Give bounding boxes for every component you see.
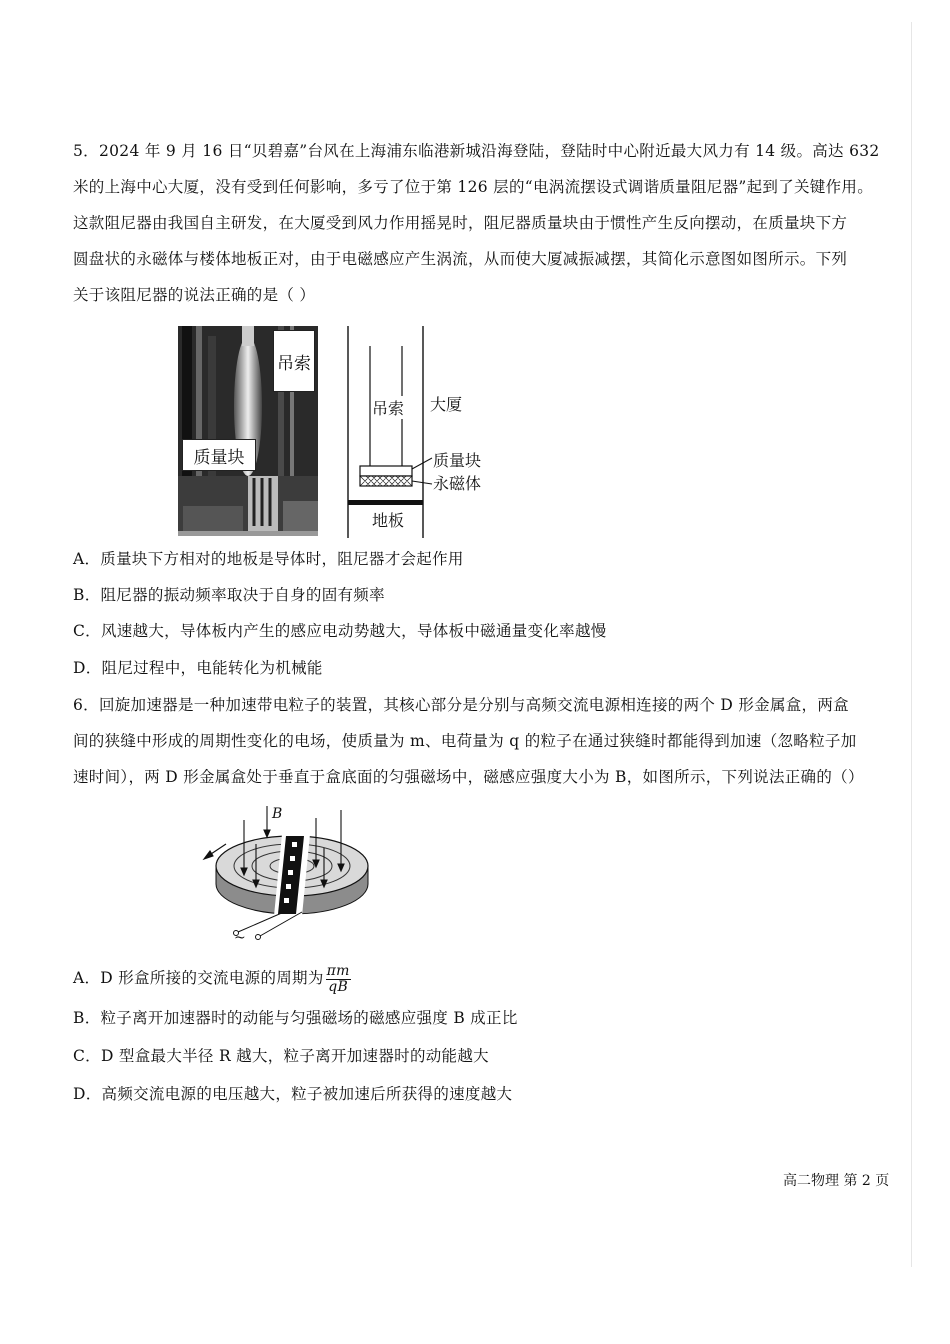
period-fraction-numerator: πm [326,962,350,979]
schematic-label-cable: 吊索 [372,396,404,419]
q6-option-c: C．D 型盒最大半径 R 越大，粒子离开加速器时的动能越大 [73,1047,489,1065]
q5-option-c: C．风速越大，导体板内产生的感应电动势越大，导体板中磁通量变化率越慢 [73,622,607,640]
cyclotron-label-field: B [272,806,283,822]
q5-option-a: A．质量块下方相对的地板是导体时，阻尼器才会起作用 [73,550,464,568]
period-fraction-denominator: qB [328,978,349,995]
q6-line-1: 6．回旋加速器是一种加速带电粒子的装置，其核心部分是分别与高频交流电源相连接的两个 D 形金属盒，两盒 [73,696,849,714]
damper-schematic-drawing [340,326,500,538]
cyclotron-drawing [198,804,378,946]
photo-label-cable: 吊索 [273,330,315,392]
q6-option-a-text: A．D 形盒所接的交流电源的周期为 [73,969,324,987]
q5-option-d: D．阻尼过程中，电能转化为机械能 [73,659,323,677]
period-fraction [326,964,351,995]
cyclotron-label-ac: ~ [234,930,246,946]
schematic-label-mass: 质量块 [433,451,482,470]
q5-line-3: 这款阻尼器由我国自主研发，在大厦受到风力作用摇晃时，阻尼器质量块由于惯性产生反向摆动，在质量块下方 [73,214,848,232]
q5-option-b: B．阻尼器的振动频率取决于自身的固有频率 [73,586,385,604]
damper-photo [178,326,318,536]
q6-option-a [73,958,351,998]
q5-line-4: 圆盘状的永磁体与楼体地板正对，由于电磁感应产生涡流，从而使大厦减振减摆，其简化示意图如图所示。下列 [73,250,848,268]
schematic-label-magnet: 永磁体 [433,474,482,493]
q5-line-1: 5．2024 年 9 月 16 日“贝碧嘉”台风在上海浦东临港新城沿海登陆，登陆时中心附近最大风力有 14 级。高达 632 [73,142,880,160]
cyclotron-figure [198,804,378,946]
schematic-label-building: 大厦 [430,395,463,414]
q6-line-3: 速时间），两 D 形金属盒处于垂直于盒底面的匀强磁场中，磁感应强度大小为 B，如图所示，下列说法正确的（） [73,768,864,786]
q6-line-2: 间的狭缝中形成的周期性变化的电场，使质量为 m、电荷量为 q 的粒子在通过狭缝时都能得到加速（忽略粒子加 [73,732,857,750]
page-footer: 高二物理 第 2 页 [783,1173,890,1189]
q6-option-d: D．高频交流电源的电压越大，粒子被加速后所获得的速度越大 [73,1085,513,1103]
photo-label-mass: 质量块 [182,439,256,471]
schematic-label-floor: 地板 [372,511,405,530]
q5-line-2: 米的上海中心大厦，没有受到任何影响，多亏了位于第 126 层的“电涡流摆设式调谐质量阻尼器”起到了关键作用。 [73,178,873,196]
q6-option-b: B．粒子离开加速器时的动能与匀强磁场的磁感应强度 B 成正比 [73,1009,518,1027]
page-edge-line [911,22,912,1267]
damper-schematic [340,326,500,538]
q5-line-5: 关于该阻尼器的说法正确的是（ ） [73,286,316,304]
